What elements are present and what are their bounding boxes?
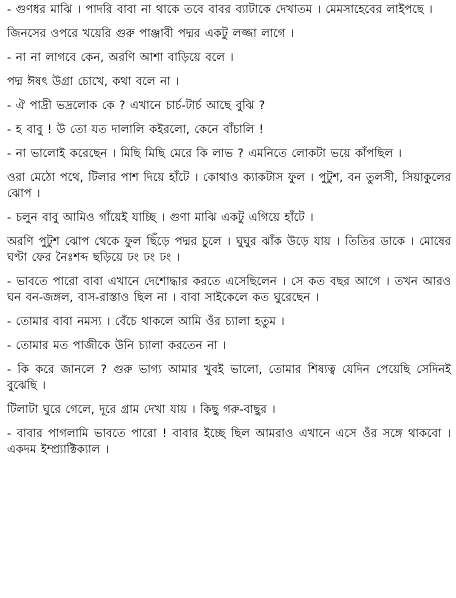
paragraph-1: - গুণধর মাঝি । পাদরি বাবা না থাকে তবে বাবর ব্যাটাকে দেখাতম । মেমসাহেবের লাইপছে । (7, 2, 433, 16)
paragraph-16: - বাবার পাগলামি ভাবতে পারো ! বাবার ইচ্ছে ছিল আমরাও এখানে এসে ওঁর সঙ্গে থাকবো । একদম ইম্প্র্যাক্টিক্যাল । (7, 426, 451, 456)
paragraph-2: জিনসের ওপরে খয়েরি গুরু পাঞ্জাবী পদ্মর একটু লজ্জা লাগে । (7, 26, 295, 40)
paragraph-15: টিলাটা ঘুরে গেলে, দূরে গ্রাম দেখা যায় । কিছু গরু-বাছুর । (7, 402, 276, 416)
paragraph-9: - চলুন বাবু আমিও গাঁয়েই যাচ্ছি । গুণা মাঝি একটু এগিয়ে হাঁটে । (7, 210, 314, 224)
paragraph-10: অরণি পুটুশ ঝোপ থেকে ফুল ছিঁড়ে পদ্মর চুলে । ঘুঘুর ঝাঁক উড়ে যায় । তিতির ডাকে । মোষের ঘণ্টা ফের নৈঃশব্দ ছড়িয়ে ঢং ঢং ঢং । (7, 234, 451, 264)
paragraph-7: - না ভালোই করেছেন । মিছি মিছি মেরে কি লাভ ? এমনিতে লোকটা ভয়ে কাঁপছিল । (7, 146, 402, 160)
paragraph-8: ওরা মেঠো পথে, টিলার পাশ দিয়ে হাঁটে । কোথাও ক্যাকটাস ফুল । পুটুশ, বন তুলসী, সিয়াকুলের ঝোপ । (7, 170, 451, 200)
paragraph-12: - তোমার বাবা নমস্য । বেঁচে থাকলে আমি ওঁর চ্যালা হতুম । (7, 314, 285, 328)
paragraph-4: পদ্ম ঈষৎ উগ্রা চোখে, কথা বলে না । (7, 74, 180, 88)
paragraph-11: - ভাবতে পারো বাবা এখানে দেশোদ্ধার করতে এসেছিলেন । সে কত বছর আগে । তখন আরও ঘন বন-জঙ্গল, বাস-রাস্তাও ছিল না । বাবা সাইকেলে কত ঘুরেছেন । (7, 274, 451, 304)
paragraph-13: - তোমার মত পাজীকে উনি চ্যালা করতেন না । (7, 338, 227, 352)
paragraph-6: - হ বাবু ! উ তো যত দালালি কইরলো, কেনে বাঁচালি ! (7, 122, 264, 136)
paragraph-3: - না না লাগবে কেন, অরণি আশা বাড়িয়ে বলে । (7, 50, 234, 64)
paragraph-14: - কি করে জানলে ? গুরু ভাগ্য আমার খুবই ভালো, তোমার শিষ্যত্ব যেদিন পেয়েছি সেদিনই বুঝেছি । (7, 362, 451, 392)
paragraph-5: - ঐ পাদ্রী ভদ্রলোক কে ? এখানে চার্চ-টার্চ আছে বুঝি ? (7, 98, 265, 112)
